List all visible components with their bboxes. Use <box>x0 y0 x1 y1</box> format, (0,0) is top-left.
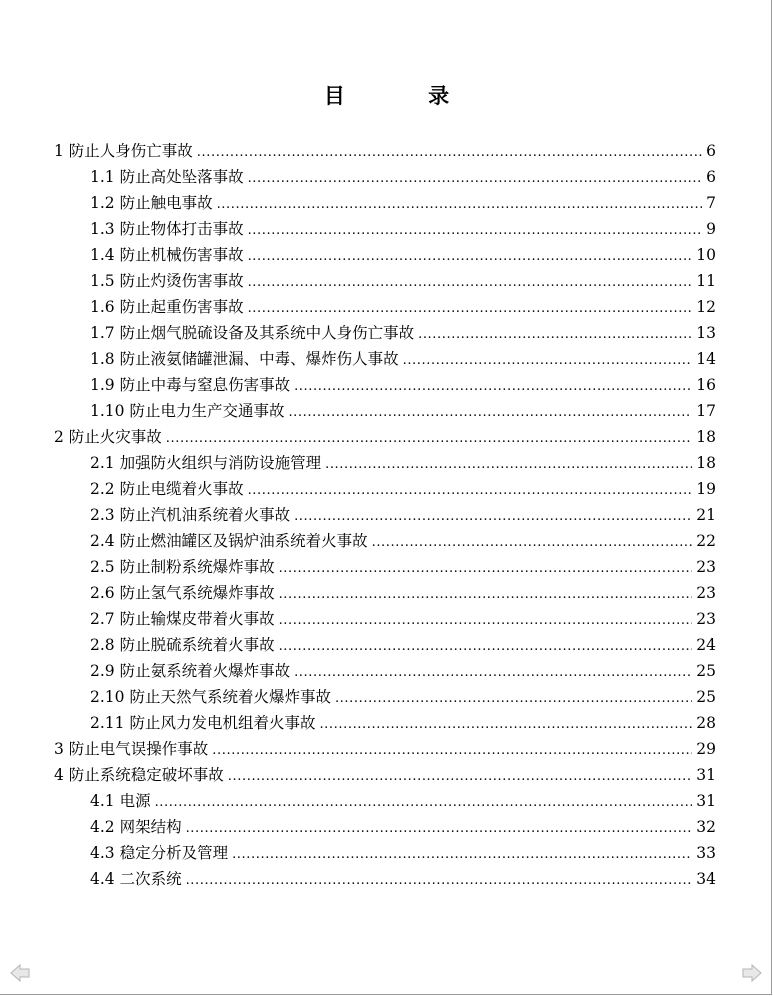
toc-entry-label: 2.4 防止燃油罐区及锅炉油系统着火事故 <box>90 532 368 550</box>
toc-page-number: 31 <box>696 792 716 810</box>
toc-section-row[interactable] <box>90 837 716 863</box>
toc-entry-label: 1.1 防止高处坠落事故 <box>90 168 244 186</box>
toc-chapter-row[interactable] <box>54 135 716 161</box>
toc-entry-label: 2.10 防止天然气系统着火爆炸事故 <box>90 688 331 706</box>
toc-entry-label: 2.11 防止风力发电机组着火事故 <box>90 714 316 732</box>
toc-page-number: 24 <box>696 636 716 654</box>
previous-page-button[interactable] <box>9 963 31 983</box>
toc-leader-dots <box>232 843 692 863</box>
arrow-left-icon <box>9 963 31 983</box>
toc-page-number: 9 <box>706 220 716 238</box>
toc-leader-dots <box>217 193 703 213</box>
toc-section-row[interactable] <box>90 291 716 317</box>
toc-leader-dots <box>319 713 692 733</box>
toc-section-row[interactable] <box>90 785 716 811</box>
toc-chapter-row[interactable] <box>54 421 716 447</box>
toc-entry-label: 1.5 防止灼烫伤害事故 <box>90 272 244 290</box>
toc-section-row[interactable] <box>90 499 716 525</box>
toc-leader-dots <box>418 323 692 343</box>
toc-chapter-row[interactable] <box>54 759 716 785</box>
toc-title: 目 录 <box>323 83 488 108</box>
toc-page-number: 18 <box>696 428 716 446</box>
toc-section-row[interactable] <box>90 629 716 655</box>
toc-entry-label: 2.1 加强防火组织与消防设施管理 <box>90 454 322 472</box>
toc-section-row[interactable] <box>90 473 716 499</box>
toc-page-number: 23 <box>696 584 716 602</box>
toc-page-number: 6 <box>706 168 716 186</box>
toc-page-number: 29 <box>696 740 716 758</box>
toc-leader-dots <box>288 401 692 421</box>
toc-chapter-row[interactable] <box>54 733 716 759</box>
toc-page-number: 25 <box>696 688 716 706</box>
toc-page-number: 18 <box>696 454 716 472</box>
toc-entry-label: 4.3 稳定分析及管理 <box>90 844 229 862</box>
toc-leader-dots <box>294 505 692 525</box>
toc-leader-dots <box>248 245 693 265</box>
toc-leader-dots <box>279 583 693 603</box>
toc-section-row[interactable] <box>90 551 716 577</box>
toc-entry-label: 1.7 防止烟气脱硫设备及其系统中人身伤亡事故 <box>90 324 415 342</box>
toc-entry-label: 1 防止人身伤亡事故 <box>54 142 193 160</box>
toc-leader-dots <box>166 427 692 447</box>
toc-entry-label: 4.1 电源 <box>90 792 151 810</box>
toc-page-number: 32 <box>696 818 716 836</box>
toc-leader-dots <box>279 635 693 655</box>
toc-page-number: 12 <box>696 298 716 316</box>
toc-entry-label: 1.9 防止中毒与窒息伤害事故 <box>90 376 291 394</box>
toc-section-row[interactable] <box>90 577 716 603</box>
toc-entry-label: 2.5 防止制粉系统爆炸事故 <box>90 558 275 576</box>
toc-leader-dots <box>248 271 693 291</box>
toc-leader-dots <box>228 765 692 785</box>
toc-page-number: 23 <box>696 610 716 628</box>
toc-page-number: 13 <box>696 324 716 342</box>
toc-section-row[interactable] <box>90 317 716 343</box>
toc-leader-dots <box>186 817 693 837</box>
toc-page-number: 22 <box>696 532 716 550</box>
toc-leader-dots <box>186 869 693 889</box>
toc-section-row[interactable] <box>90 525 716 551</box>
toc-entry-label: 2 防止火灾事故 <box>54 428 162 446</box>
toc-leader-dots <box>294 661 692 681</box>
toc-page-number: 19 <box>696 480 716 498</box>
toc-page-number: 21 <box>696 506 716 524</box>
toc-section-row[interactable] <box>90 447 716 473</box>
toc-section-row[interactable] <box>90 655 716 681</box>
toc-entry-label: 2.3 防止汽机油系统着火事故 <box>90 506 291 524</box>
toc-entry-label: 1.4 防止机械伤害事故 <box>90 246 244 264</box>
toc-leader-dots <box>197 141 702 161</box>
toc-entry-label: 1.2 防止触电事故 <box>90 194 213 212</box>
toc-leader-dots <box>248 297 693 317</box>
toc-leader-dots <box>248 167 703 187</box>
toc-page-number: 14 <box>696 350 716 368</box>
toc-entry-label: 2.2 防止电缆着火事故 <box>90 480 244 498</box>
toc-section-row[interactable] <box>90 811 716 837</box>
toc-section-row[interactable] <box>90 161 716 187</box>
toc-section-row[interactable] <box>90 863 716 889</box>
toc-page-number: 17 <box>696 402 716 420</box>
toc-section-row[interactable] <box>90 681 716 707</box>
toc-page-number: 7 <box>706 194 716 212</box>
toc-page-number: 28 <box>696 714 716 732</box>
toc-entry-label: 1.10 防止电力生产交通事故 <box>90 402 285 420</box>
toc-entry-label: 2.6 防止氢气系统爆炸事故 <box>90 584 275 602</box>
toc-section-row[interactable] <box>90 395 716 421</box>
toc-entry-label: 2.9 防止氨系统着火爆炸事故 <box>90 662 291 680</box>
toc-entry-label: 4.4 二次系统 <box>90 870 182 888</box>
toc-section-row[interactable] <box>90 187 716 213</box>
toc-section-row[interactable] <box>90 239 716 265</box>
toc-entry-label: 2.7 防止输煤皮带着火事故 <box>90 610 275 628</box>
toc-page-number: 10 <box>696 246 716 264</box>
toc-entry-label: 3 防止电气误操作事故 <box>54 740 209 758</box>
toc-page-number: 23 <box>696 558 716 576</box>
arrow-right-icon <box>741 963 763 983</box>
toc-entry-label: 1.8 防止液氨储罐泄漏、中毒、爆炸伤人事故 <box>90 350 399 368</box>
toc-leader-dots <box>372 531 693 551</box>
toc-page-number: 11 <box>696 272 716 290</box>
toc-section-row[interactable] <box>90 265 716 291</box>
toc-leader-dots <box>212 739 692 759</box>
toc-entry-label: 4.2 网架结构 <box>90 818 182 836</box>
toc-entry-label: 4 防止系统稳定破坏事故 <box>54 766 224 784</box>
toc-leader-dots <box>279 557 693 577</box>
toc-section-row[interactable] <box>90 343 716 369</box>
toc-page-number: 31 <box>696 766 716 784</box>
toc-page-number: 6 <box>706 142 716 160</box>
toc-section-row[interactable] <box>90 369 716 395</box>
toc-page-number: 34 <box>696 870 716 888</box>
toc-entry-label: 2.8 防止脱硫系统着火事故 <box>90 636 275 654</box>
toc-section-row[interactable] <box>90 213 716 239</box>
toc-leader-dots <box>155 791 693 811</box>
toc-section-row[interactable] <box>90 603 716 629</box>
toc-leader-dots <box>335 687 692 707</box>
next-page-button[interactable] <box>741 963 763 983</box>
toc-leader-dots <box>279 609 693 629</box>
toc-entry-label: 1.3 防止物体打击事故 <box>90 220 244 238</box>
toc-leader-dots <box>294 375 692 395</box>
toc-leader-dots <box>325 453 692 473</box>
toc-page-number: 25 <box>696 662 716 680</box>
toc-page-number: 16 <box>696 376 716 394</box>
toc-leader-dots <box>403 349 693 369</box>
toc-leader-dots <box>248 219 703 239</box>
toc-section-row[interactable] <box>90 707 716 733</box>
toc-leader-dots <box>248 479 693 499</box>
toc-page-number: 33 <box>696 844 716 862</box>
toc-entry-label: 1.6 防止起重伤害事故 <box>90 298 244 316</box>
